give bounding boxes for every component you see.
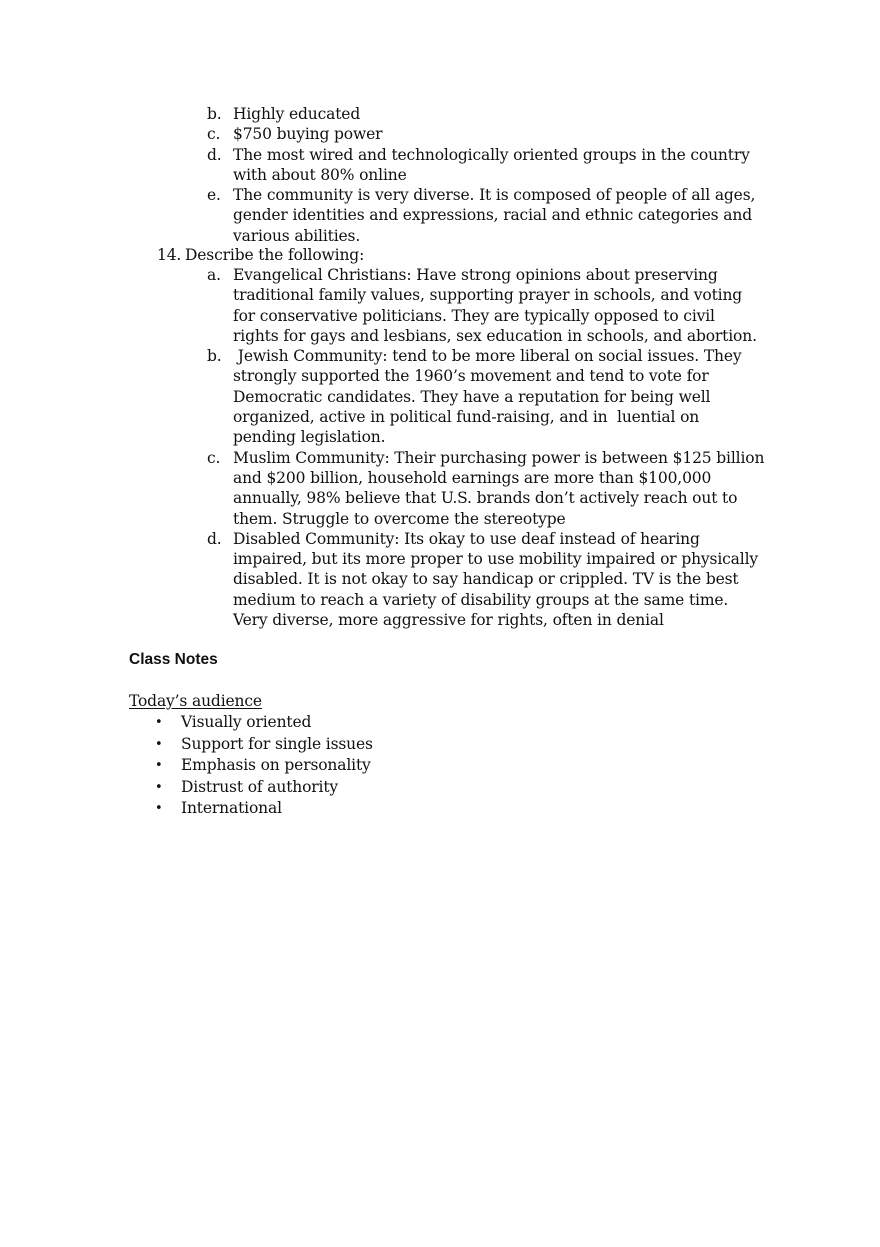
- bullet-text: Distrust of authority: [181, 777, 339, 796]
- list-item-text: The community is very diverse. It is composed of people of all ages, gender identities and expressions, racial and ethnic categories and various abilities.: [233, 186, 756, 245]
- list-marker: c.: [207, 125, 221, 144]
- list-item-text: $750 buying power: [233, 125, 383, 144]
- list-marker: c.: [207, 448, 221, 467]
- list-item-text: Evangelical Christians: Have strong opinions about preserving traditional family values, supporting prayer in schools, and voting for conservative politicians. They are typically opposed to civil rights for gays and lesbians, sex education in schools, and abortion.: [233, 266, 757, 345]
- list-marker: d.: [207, 529, 222, 548]
- list-item: [185, 124, 765, 144]
- list-item: [185, 346, 765, 447]
- list-item-text: Muslim Community: Their purchasing power is between $125 billion and $200 billion, household earnings are more than $100,000 annually, 98% believe that U.S. brands don’t actively reach out to them. Struggle to overcome the stereotype: [233, 448, 765, 528]
- bullet-text: International: [181, 799, 282, 817]
- bullet-icon: •: [155, 715, 163, 730]
- audience-bullet-list: [129, 712, 373, 820]
- list-item: [129, 798, 373, 820]
- class-notes-heading: Class Notes: [129, 651, 218, 668]
- list-item: [129, 712, 373, 734]
- list-item-text: Highly educated: [233, 105, 361, 123]
- list-marker: b.: [207, 347, 222, 366]
- list-item: [185, 529, 765, 630]
- list-marker: e.: [207, 186, 221, 205]
- list-item: [185, 265, 765, 346]
- list-marker: b.: [207, 105, 222, 123]
- list-item: [185, 145, 765, 186]
- bullet-icon: •: [155, 758, 163, 773]
- bullet-icon: •: [155, 779, 163, 795]
- bullet-text: Visually oriented: [181, 713, 312, 731]
- list-marker: d.: [207, 145, 222, 164]
- bullet-text: Emphasis on personality: [181, 756, 371, 774]
- continued-answer-list: [185, 104, 765, 246]
- list-item-text: The most wired and technologically oriented groups in the country with about 80% online: [233, 145, 750, 184]
- describe-answer-list: [185, 265, 765, 630]
- list-item: [129, 755, 373, 777]
- list-item: [185, 185, 765, 246]
- question-text: Describe the following:: [185, 246, 365, 264]
- list-item: [129, 734, 373, 756]
- bullet-text: Support for single issues: [181, 734, 373, 753]
- list-marker: a.: [207, 266, 221, 284]
- list-item: [129, 777, 373, 799]
- question-number: 14.: [157, 246, 182, 264]
- list-item-text: Jewish Community: tend to be more liberal on social issues. They strongly supported the 1960’s movement and tend to vote for Democratic candidates. They have a reputation for being well organized, active in political fund-raising, and in luential on pending legislation.: [233, 347, 747, 447]
- question-14: [157, 245, 757, 265]
- list-item: [185, 104, 765, 124]
- todays-audience-subheading: Today’s audience: [129, 692, 262, 710]
- bullet-icon: •: [155, 801, 163, 816]
- bullet-icon: •: [155, 736, 163, 752]
- list-item: [185, 448, 765, 529]
- list-item-text: Disabled Community: Its okay to use deaf instead of hearing impaired, but its more proper to use mobility impaired or physically disabled. It is not okay to say handicap or crippled. TV is the best medium to reach a variety of disability groups at the same time. Very diverse, more aggressive for rights, often in denial: [233, 529, 758, 630]
